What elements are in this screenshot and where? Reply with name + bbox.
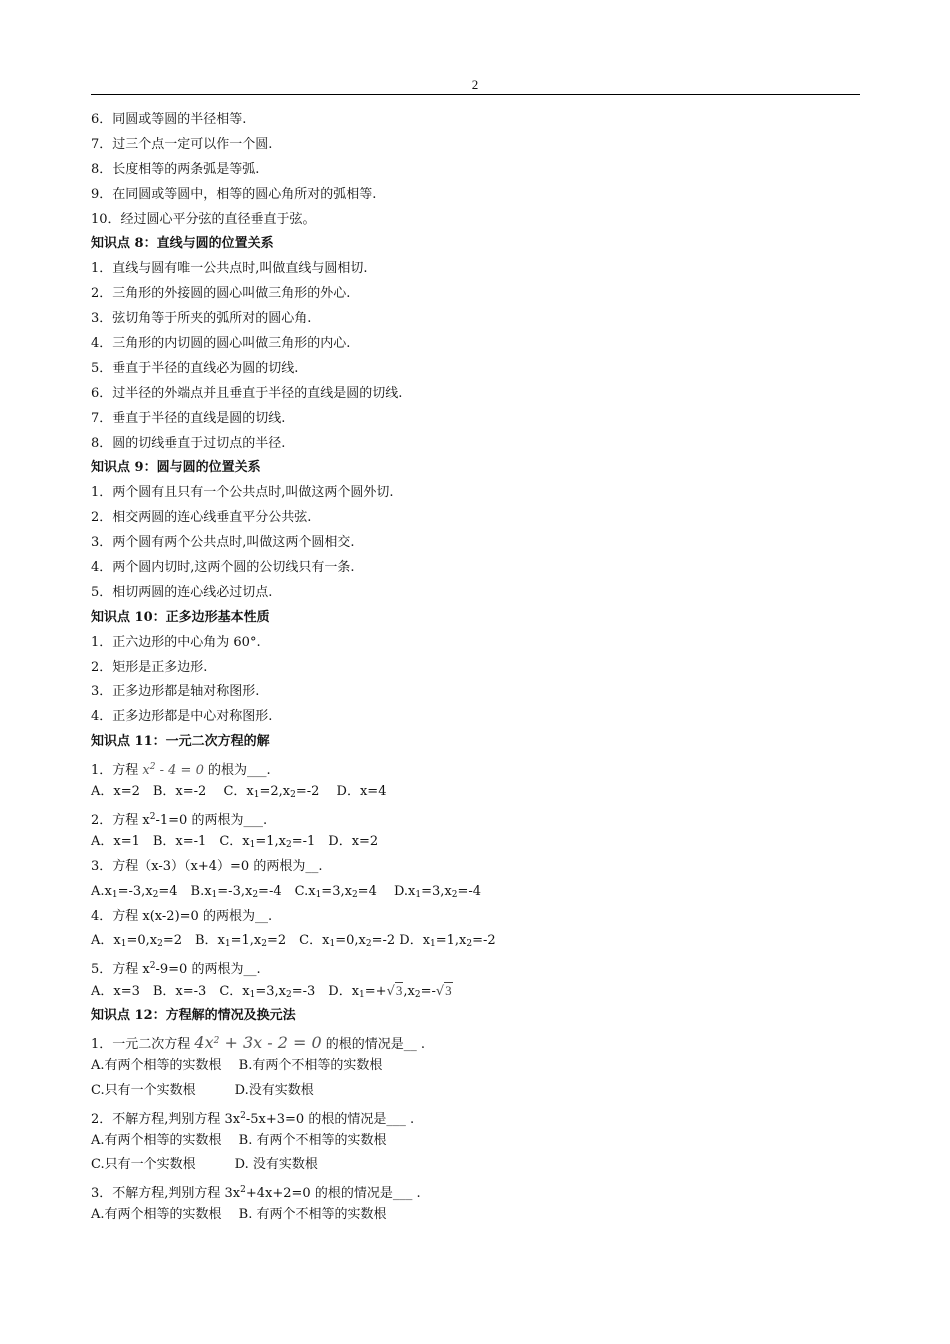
text-line: 1．正六边形的中心角为 60°.	[91, 634, 261, 650]
text-line: 4．正多边形都是中心对称图形.	[91, 709, 273, 725]
text-line: 9．在同圆或等圆中，相等的圆心角所对的弧相等.	[91, 186, 377, 202]
options-11-2: A．x=1 B．x=-1 C．$x_1=1,x_2=-1$ D．x=2	[91, 833, 379, 850]
options-12-2-cd: C.只有一个实数根 D. 没有实数根	[91, 1157, 318, 1173]
text-line: 7．过三个点一定可以作一个圆.	[91, 136, 273, 152]
question-12-1: 1．一元二次方程 $4x^2 + 3x - 2 = 0$ 的根的情况是__ .	[91, 1032, 426, 1052]
text-line: 1．两个圆有且只有一个公共点时,叫做这两个圆外切.	[91, 485, 394, 501]
equation: $4x^2 + 3x - 2 = 0$	[194, 1032, 322, 1052]
text-line: 7．垂直于半径的直线是圆的切线.	[91, 410, 286, 426]
text-line: 4．两个圆内切时,这两个圆的公切线只有一条.	[91, 560, 355, 576]
equation: $x^2 - 4 = 0$	[142, 762, 204, 779]
text-line: 10．经过圆心平分弦的直径垂直于弦。	[91, 211, 316, 227]
options-12-2-ab: A.有两个相等的实数根 B. 有两个不相等的实数根	[91, 1132, 387, 1148]
text-line: 2．相交两圆的连心线垂直平分公共弦.	[91, 510, 312, 526]
text-line: 5．相切两圆的连心线必过切点.	[91, 584, 273, 600]
text-line: 1．直线与圆有唯一公共点时,叫做直线与圆相切.	[91, 261, 368, 277]
options-11-3: $A.x_1=-3,x_2=4$ $B.x_1=-3,x_2=-4$ $C.x_1=3,x_2=4$ $D.x_1=3,x_2=-4$	[91, 883, 482, 900]
question-11-4: 4．方程 x(x-2)=0 的两根为__.	[91, 908, 273, 924]
section-heading-11: 知识点 11：一元二次方程的解	[91, 734, 270, 750]
section-heading-12: 知识点 12：方程解的情况及换元法	[91, 1008, 296, 1024]
question-11-5: 5．方程 $x^2-9=0$ 的两根为__.	[91, 961, 261, 978]
options-12-3-ab: A.有两个相等的实数根 B. 有两个不相等的实数根	[91, 1207, 387, 1223]
options-12-1-ab: A.有两个相等的实数根 B.有两个不相等的实数根	[91, 1057, 383, 1073]
text-line: 8．长度相等的两条弧是等弧.	[91, 161, 260, 177]
question-11-1: 1．方程 $x^2 - 4 = 0$ 的根为___.	[91, 762, 271, 779]
text-line: 4．三角形的内切圆的圆心叫做三角形的内心.	[91, 336, 351, 352]
text-line: 6．同圆或等圆的半径相等.	[91, 112, 247, 127]
text-line: 2．三角形的外接圆的圆心叫做三角形的外心.	[91, 286, 351, 302]
question-11-2: 2．方程 $x^2-1=0$ 的两根为___.	[91, 811, 268, 828]
text-line: 3．弦切角等于所夹的弧所对的圆心角.	[91, 311, 312, 327]
question-12-2: 2．不解方程,判别方程 $3x^2-5x+3=0$ 的根的情况是___ .	[91, 1110, 415, 1127]
text-line: 8．圆的切线垂直于过切点的半径.	[91, 435, 286, 451]
text-line: 6．过半径的外端点并且垂直于半径的直线是圆的切线.	[91, 385, 403, 401]
options-11-5: A．x=3 B．x=-3 C．$x_1=3,x_2=-3$ D．$x_1=+√3,x_2=-√3$	[91, 983, 452, 1001]
sqrt-symbol: √3	[386, 983, 403, 1000]
document-body	[91, 108, 861, 1228]
options-11-4: A．$x_1=0,x_2=2$ B．$x_1=1,x_2=2$ C．$x_1=0,x_2=-2$ D．$x_1=1,x_2=-2$	[91, 933, 496, 950]
text-line: 5．垂直于半径的直线必为圆的切线.	[91, 360, 299, 376]
sqrt-symbol: √3	[435, 983, 452, 1000]
text-line: 3．两个圆有两个公共点时,叫做这两个圆相交.	[91, 535, 355, 551]
section-heading-10: 知识点 10：正多边形基本性质	[91, 609, 270, 625]
text-line: 2．矩形是正多边形.	[91, 659, 208, 675]
question-12-3: 3．不解方程,判别方程 $3x^2+4x+2=0$ 的根的情况是___ .	[91, 1185, 421, 1202]
page-number: 2	[471, 77, 479, 92]
options-12-1-cd: C.只有一个实数根 D.没有实数根	[91, 1082, 314, 1098]
text-line: 3．正多边形都是轴对称图形.	[91, 684, 260, 700]
section-heading-8: 知识点 8：直线与圆的位置关系	[91, 236, 274, 252]
section-heading-9: 知识点 9：圆与圆的位置关系	[91, 460, 261, 476]
header-rule	[91, 94, 860, 95]
options-11-1: A．x=2 B．x=-2 C．$x_1=2,x_2=-2$ D．x=4	[91, 784, 387, 801]
question-11-3: 3．方程（x-3）（x+4）=0 的两根为__.	[91, 858, 323, 874]
